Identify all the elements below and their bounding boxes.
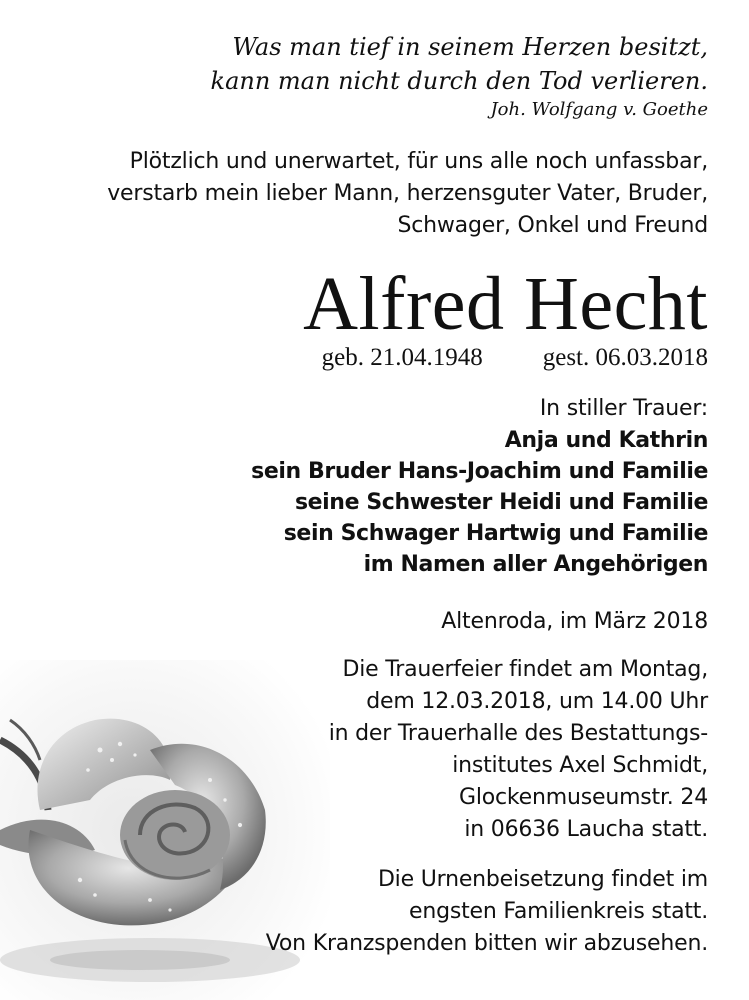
- mourner-name: seine Schwester Heidi und Familie: [294, 490, 708, 515]
- quote-line-1: Was man tief in seinem Herzen besitzt,: [232, 33, 708, 61]
- funeral-line: dem 12.03.2018, um 14.00 Uhr: [366, 689, 708, 714]
- mourner-name: im Namen aller Angehörigen: [363, 552, 708, 577]
- funeral-line: institutes Axel Schmidt,: [452, 753, 708, 778]
- funeral-line: in 06636 Laucha statt.: [464, 817, 708, 842]
- deceased-name: Alfred Hecht: [303, 262, 708, 346]
- death-date: gest. 06.03.2018: [542, 344, 708, 371]
- intro-line: verstarb mein lieber Mann, herzensguter Vater, Bruder,: [107, 181, 708, 206]
- life-dates: [322, 343, 708, 373]
- mourner-name: Anja und Kathrin: [504, 428, 708, 453]
- intro-line: Plötzlich und unerwartet, für uns alle noch unfassbar,: [129, 149, 708, 174]
- quote-author: Joh. Wolfgang v. Goethe: [490, 99, 708, 120]
- funeral-line: in der Trauerhalle des Bestattungs-: [328, 721, 708, 746]
- urn-line: engsten Familienkreis statt.: [409, 899, 708, 924]
- funeral-line: Die Trauerfeier findet am Montag,: [342, 657, 708, 682]
- urn-line: Die Urnenbeisetzung findet im: [377, 867, 708, 892]
- place-date: Altenroda, im März 2018: [441, 609, 708, 634]
- mourner-name: sein Schwager Hartwig und Familie: [283, 521, 708, 546]
- intro-line: Schwager, Onkel und Freund: [397, 213, 708, 238]
- mourner-name: sein Bruder Hans-Joachim und Familie: [251, 459, 708, 484]
- birth-date: geb. 21.04.1948: [321, 344, 483, 371]
- mourners-heading: In stiller Trauer:: [539, 396, 708, 421]
- urn-line: Von Kranzspenden bitten wir abzusehen.: [265, 931, 708, 956]
- funeral-line: Glockenmuseumstr. 24: [459, 785, 708, 810]
- quote-line-2: kann man nicht durch den Tod verlieren.: [210, 67, 708, 95]
